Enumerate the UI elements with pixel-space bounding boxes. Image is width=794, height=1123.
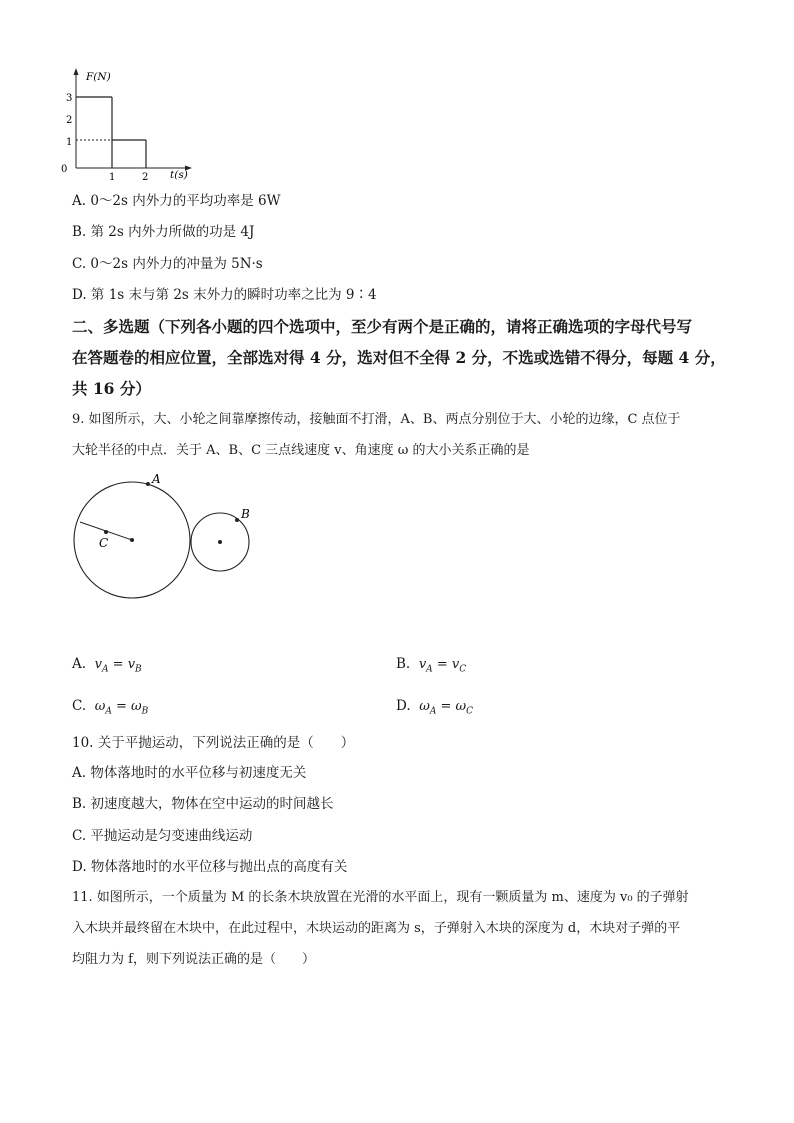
- section2-title-line3: 共 16 分）: [72, 379, 151, 398]
- q8-option-c: C. 0～2s 内外力的冲量为 5N·s: [72, 256, 263, 272]
- q8-option-b: B. 第 2s 内外力所做的功是 4J: [72, 224, 255, 240]
- q8-option-d: D. 第 1s 末与第 2s 末外力的瞬时功率之比为 9∶4: [72, 287, 377, 303]
- q9-option-d: D. $\omega_A = \omega_C$: [396, 698, 474, 717]
- section2-title-line1: 二、多选题（下列各小题的四个选项中，至少有两个是正确的，请将正确选项的字母代号写: [72, 317, 693, 336]
- q11-stem-line3: 均阻力为 f，则下列说法正确的是（ ）: [72, 952, 315, 967]
- x-axis-label: t(s): [170, 169, 188, 181]
- q9-stem-line1: 9. 如图所示，大、小轮之间靠摩擦传动，接触面不打滑，A、B、两点分别位于大、小轮的边缘，C 点位于: [72, 412, 681, 427]
- y-tick-3: 3: [66, 93, 73, 104]
- q8-option-a: A. 0～2s 内外力的平均功率是 6W: [72, 193, 281, 209]
- q11-stem-line1: 11. 如图所示，一个质量为 M 的长条木块放置在光滑的水平面上，现有一颗质量为 m、速度为 v₀ 的子弹射: [72, 890, 689, 905]
- force-time-graph: [60, 66, 200, 182]
- q9-option-a: A. $v_A = v_B$: [72, 656, 142, 675]
- q9-option-c: C. $\omega_A = \omega_B$: [72, 698, 149, 717]
- x-tick-0: 0: [61, 164, 68, 175]
- section2-title-line2: 在答题卷的相应位置，全部选对得 4 分，选对但不全得 2 分，不选或选错不得分，每题 4 分，: [72, 348, 726, 367]
- q9-option-b: B. $v_A = v_C$: [396, 656, 467, 675]
- y-tick-1: 1: [66, 137, 73, 148]
- q11-stem-line2: 入木块并最终留在木块中，在此过程中，木块运动的距离为 s，子弹射入木块的深度为 d，木块对子弹的平: [72, 921, 681, 936]
- y-axis-label: F(N): [86, 71, 111, 83]
- y-axis-arrow: [74, 68, 79, 75]
- label-c: C: [99, 536, 109, 550]
- y-tick-2: 2: [66, 115, 73, 126]
- point-b: [235, 518, 239, 522]
- point-a: [146, 482, 150, 486]
- point-c: [104, 530, 108, 534]
- q10-option-b: B. 初速度越大，物体在空中运动的时间越长: [72, 796, 334, 812]
- small-wheel-center: [218, 540, 222, 544]
- q10-option-a: A. 物体落地时的水平位移与初速度无关: [72, 765, 307, 781]
- x-tick-2: 2: [142, 172, 149, 182]
- q10-stem: 10. 关于平抛运动，下列说法正确的是（ ）: [72, 735, 355, 751]
- x-tick-1: 1: [109, 172, 116, 182]
- label-a: A: [152, 472, 161, 486]
- wheels-figure: [66, 470, 266, 610]
- q9-stem-line2: 大轮半径的中点．关于 A、B、C 三点线速度 v、角速度 ω 的大小关系正确的是: [72, 443, 530, 458]
- q10-option-d: D. 物体落地时的水平位移与抛出点的高度有关: [72, 859, 348, 875]
- label-b: B: [241, 507, 250, 521]
- q10-option-c: C. 平抛运动是匀变速曲线运动: [72, 828, 253, 844]
